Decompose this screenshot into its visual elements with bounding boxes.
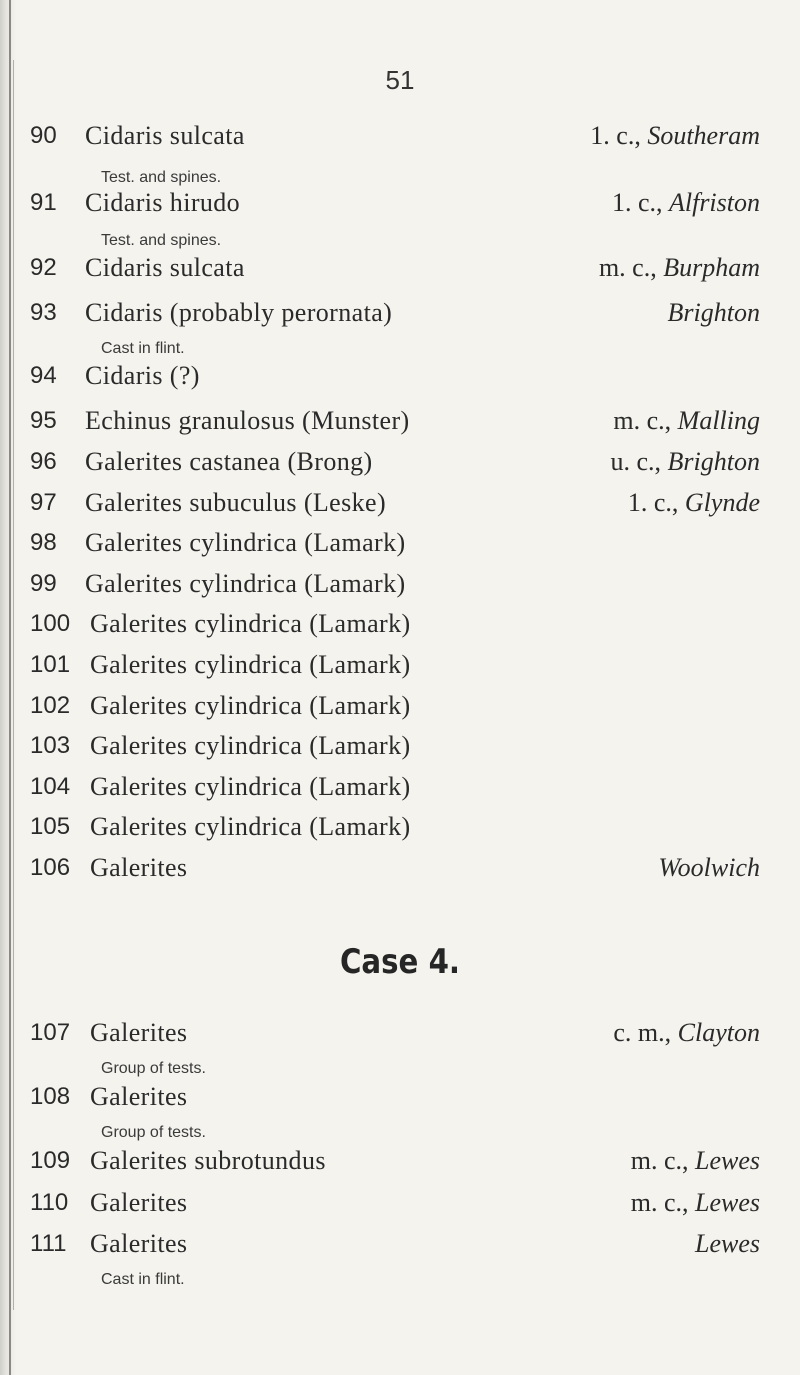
entry-number: 101: [30, 651, 71, 678]
entry-number: 93: [30, 299, 57, 326]
locality-stratum: u. c.,: [610, 447, 662, 476]
locality-stratum: 1. c.,: [611, 188, 663, 217]
specimen-name: Galerites cylindrica (Lamark): [90, 772, 411, 801]
locality: [613, 1015, 760, 1051]
locality: [590, 118, 760, 154]
locality: [631, 1185, 760, 1221]
locality-place: Lewes: [695, 1146, 760, 1175]
catalogue-entry: [30, 250, 760, 286]
specimen-name: Galerites: [90, 1229, 188, 1258]
entry-number: 110: [30, 1189, 69, 1216]
locality-stratum: 1. c.,: [590, 121, 641, 150]
locality-place: Alfriston: [668, 188, 760, 217]
specimen-name: Galerites: [90, 1188, 188, 1217]
locality-stratum: m. c.,: [598, 253, 657, 282]
entry-note: Cast in flint.: [101, 1271, 185, 1288]
entry-note: Test. and spines.: [101, 232, 222, 249]
entry-number: 102: [30, 692, 71, 719]
entry-number: 96: [30, 448, 57, 475]
locality-place: Lewes: [695, 1188, 760, 1217]
catalogue-entry: [30, 444, 760, 480]
entry-number: 97: [30, 489, 57, 516]
catalogue-entry: [30, 606, 760, 642]
specimen-name: Galerites cylindrica (Lamark): [90, 609, 411, 638]
specimen-name: Cidaris (?): [85, 361, 200, 390]
locality-place: Brighton: [667, 447, 760, 476]
specimen-name: Galerites subrotundus: [90, 1146, 326, 1175]
catalogue-entry: [30, 185, 760, 221]
locality: [599, 250, 760, 286]
book-spine-edge: [0, 0, 16, 1375]
specimen-name: Galerites subuculus (Leske): [85, 488, 387, 517]
entry-number: 105: [30, 813, 71, 840]
spine-line: [13, 60, 14, 1310]
locality-place: Glynde: [684, 488, 760, 517]
page-number: 51: [385, 65, 415, 95]
entry-note: Cast in flint.: [101, 340, 185, 357]
entry-number: 94: [30, 362, 57, 389]
entry-number: 104: [30, 773, 71, 800]
entry-number: 109: [30, 1147, 71, 1174]
entry-number: 108: [30, 1083, 71, 1110]
catalogue-entry: [30, 688, 760, 724]
entry-number: 103: [30, 732, 71, 759]
locality: [611, 444, 761, 480]
catalogue-entry: [30, 647, 760, 683]
locality-stratum: c. m.,: [613, 1018, 672, 1047]
entry-number: 99: [30, 570, 57, 597]
catalogue-entry: [30, 1143, 760, 1179]
catalogue-entry: [30, 1226, 760, 1262]
catalogue-entry: [30, 850, 760, 886]
locality: [612, 185, 760, 221]
entry-number: 92: [30, 254, 57, 281]
specimen-name: Galerites: [90, 1018, 188, 1047]
specimen-name: Galerites cylindrica (Lamark): [90, 812, 411, 841]
entry-number: 91: [30, 189, 57, 216]
locality-place: Brighton: [667, 298, 760, 327]
locality-stratum: m. c.,: [613, 406, 672, 435]
specimen-name: Cidaris (probably perornata): [85, 298, 393, 327]
specimen-name: Galerites cylindrica (Lamark): [90, 691, 411, 720]
specimen-name: Galerites cylindrica (Lamark): [85, 569, 406, 598]
catalogue-entry: [30, 809, 760, 845]
specimen-name: Galerites cylindrica (Lamark): [90, 731, 411, 760]
locality: [658, 850, 760, 886]
catalogue-entry: [30, 566, 760, 602]
locality-place: Malling: [677, 406, 760, 435]
locality-place: Southeram: [647, 121, 760, 150]
catalogue-entry: [30, 295, 760, 331]
specimen-name: Galerites: [90, 1082, 188, 1111]
specimen-name: Galerites cylindrica (Lamark): [85, 528, 406, 557]
case-heading: Case 4.: [339, 942, 461, 982]
catalogue-entry: [30, 1079, 760, 1115]
locality: [613, 403, 760, 439]
specimen-name: Cidaris hirudo: [85, 188, 241, 217]
specimen-name: Galerites castanea (Brong): [85, 447, 373, 476]
locality: [695, 1226, 760, 1262]
spine-line: [9, 0, 11, 1375]
locality-place: Burpham: [663, 253, 760, 282]
specimen-name: Galerites: [90, 853, 188, 882]
entry-number: 90: [30, 122, 57, 149]
catalogue-entry: [30, 728, 760, 764]
catalogue-entry: [30, 1015, 760, 1051]
locality-place: Woolwich: [658, 853, 760, 882]
locality: [628, 485, 760, 521]
locality-place: Lewes: [695, 1229, 760, 1258]
locality-stratum: 1. c.,: [627, 488, 679, 517]
specimen-name: Echinus granulosus (Munster): [85, 406, 410, 435]
specimen-name: Cidaris sulcata: [85, 121, 245, 150]
locality-place: Clayton: [677, 1018, 760, 1047]
catalogue-entry: [30, 118, 760, 154]
locality: [631, 1143, 760, 1179]
entry-number: 95: [30, 407, 57, 434]
entry-number: 100: [30, 610, 71, 637]
entry-number: 98: [30, 529, 57, 556]
locality-stratum: m. c.,: [630, 1188, 689, 1217]
entry-note: Test. and spines.: [101, 169, 222, 186]
entry-number: 111: [30, 1230, 67, 1257]
catalogue-entry: [30, 1185, 760, 1221]
catalogue-entry: [30, 358, 760, 394]
specimen-name: Cidaris sulcata: [85, 253, 245, 282]
specimen-name: Galerites cylindrica (Lamark): [90, 650, 411, 679]
entry-note: Group of tests.: [101, 1060, 206, 1077]
catalogue-entry: [30, 485, 760, 521]
catalogue-entry: [30, 403, 760, 439]
locality-stratum: m. c.,: [630, 1146, 689, 1175]
entry-number: 106: [30, 854, 71, 881]
entry-number: 107: [30, 1019, 71, 1046]
catalogue-entry: [30, 769, 760, 805]
catalogue-entry: [30, 525, 760, 561]
locality: [668, 295, 760, 331]
entry-note: Group of tests.: [101, 1124, 206, 1141]
